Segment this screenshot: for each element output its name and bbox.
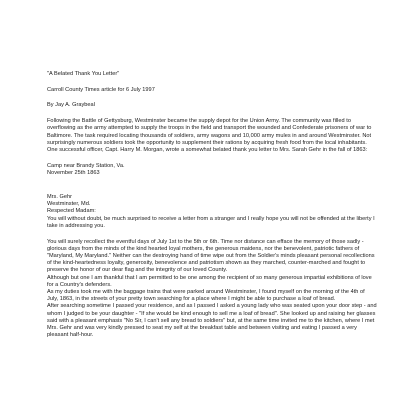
- letter-paragraph-4: As my duties took me with the baggage trains that were parked around Westminster, I found myself on the morning of the 4th of July, 1863, in the streets of your pretty town searching for a place where I might be able to purchase a loaf of bread.: [47, 288, 365, 303]
- document-body: [47, 71, 377, 339]
- letter-paragraph-2: You will surely recollect the eventful days of July 1st to the 5th or 6th. Time nor distance can efface the memory of those sadly - glorious days from the minds of the kind hearted loyal mothers, the generous maidens, nor the benevolent, patriotic fathers of "Maryland, My Maryland." Neither can the destroying hand of time wipe out from the Soldier's minds pleasant personal recollections of the kind-heartedness loyalty, generosity, benevolence and patriotism shown as they marched, counter-marched and fought to preserve the honor of our dear flag and the integrity of our loved County.: [47, 238, 375, 274]
- letter-paragraph-3: Although but one I am thankful that I am permitted to be one among the recipient of so many generous impartial exhibitions of love for a Country's defenders.: [47, 274, 372, 288]
- letter-date: November 25th 1863: [47, 169, 100, 176]
- letter-place: Camp near Brandy Station, Va.: [47, 162, 125, 169]
- salutation: Respected Madam:: [47, 208, 96, 215]
- article-source: Carroll County Times article for 6 July 1997: [47, 86, 155, 93]
- intro-paragraph: Following the Battle of Gettysburg, Westminster became the supply depot for the Union Army. The community was filled to overflowing as the army attempted to supply the troops in the field and transport the wounded and Confederate prisoners of war to Baltimore. The task required locating thousands of soldiers, army wagons and 10,000 army mules in and around Westminster. Not surprisingly numerous soldiers took the opportunity to supplement their rations by acquiring fresh food from the local inhabitants. One successful officer, Capt. Harry M. Morgan, wrote a somewhat belated thank you letter to Mrs. Sarah Gehr in the fall of 1863:: [47, 118, 372, 153]
- article-byline: By Jay A. Graybeal: [47, 102, 95, 109]
- addressee-place: Westminster, Md.: [47, 201, 91, 208]
- addressee-name: Mrs. Gehr: [47, 194, 73, 201]
- spacer: [47, 186, 377, 195]
- letter-paragraph-1: You will without doubt, be much surprised to receive a letter from a stranger and I really hope you will not be offended at the liberty I take in addressing you.: [47, 215, 375, 229]
- letter-paragraph-5: After searching sometime I passed your residence, and as I passed I asked a young lady who was seated upon your door step - and whom I judged to be your daughter - "If she would be kind enough to sell me a loaf of bread". She looked up and raising her glasses said with a pleasant emphasis "No Sir, I can't sell any bread to soldiers" but, at the same time invited me to the kitchen, where I met Mrs. Gehr and was very kindly pressed to seat my self at the breakfast table and between visiting and eating I passed a very pleasant half-hour.: [47, 303, 377, 339]
- article-title: "A Belated Thank You Letter": [47, 71, 120, 77]
